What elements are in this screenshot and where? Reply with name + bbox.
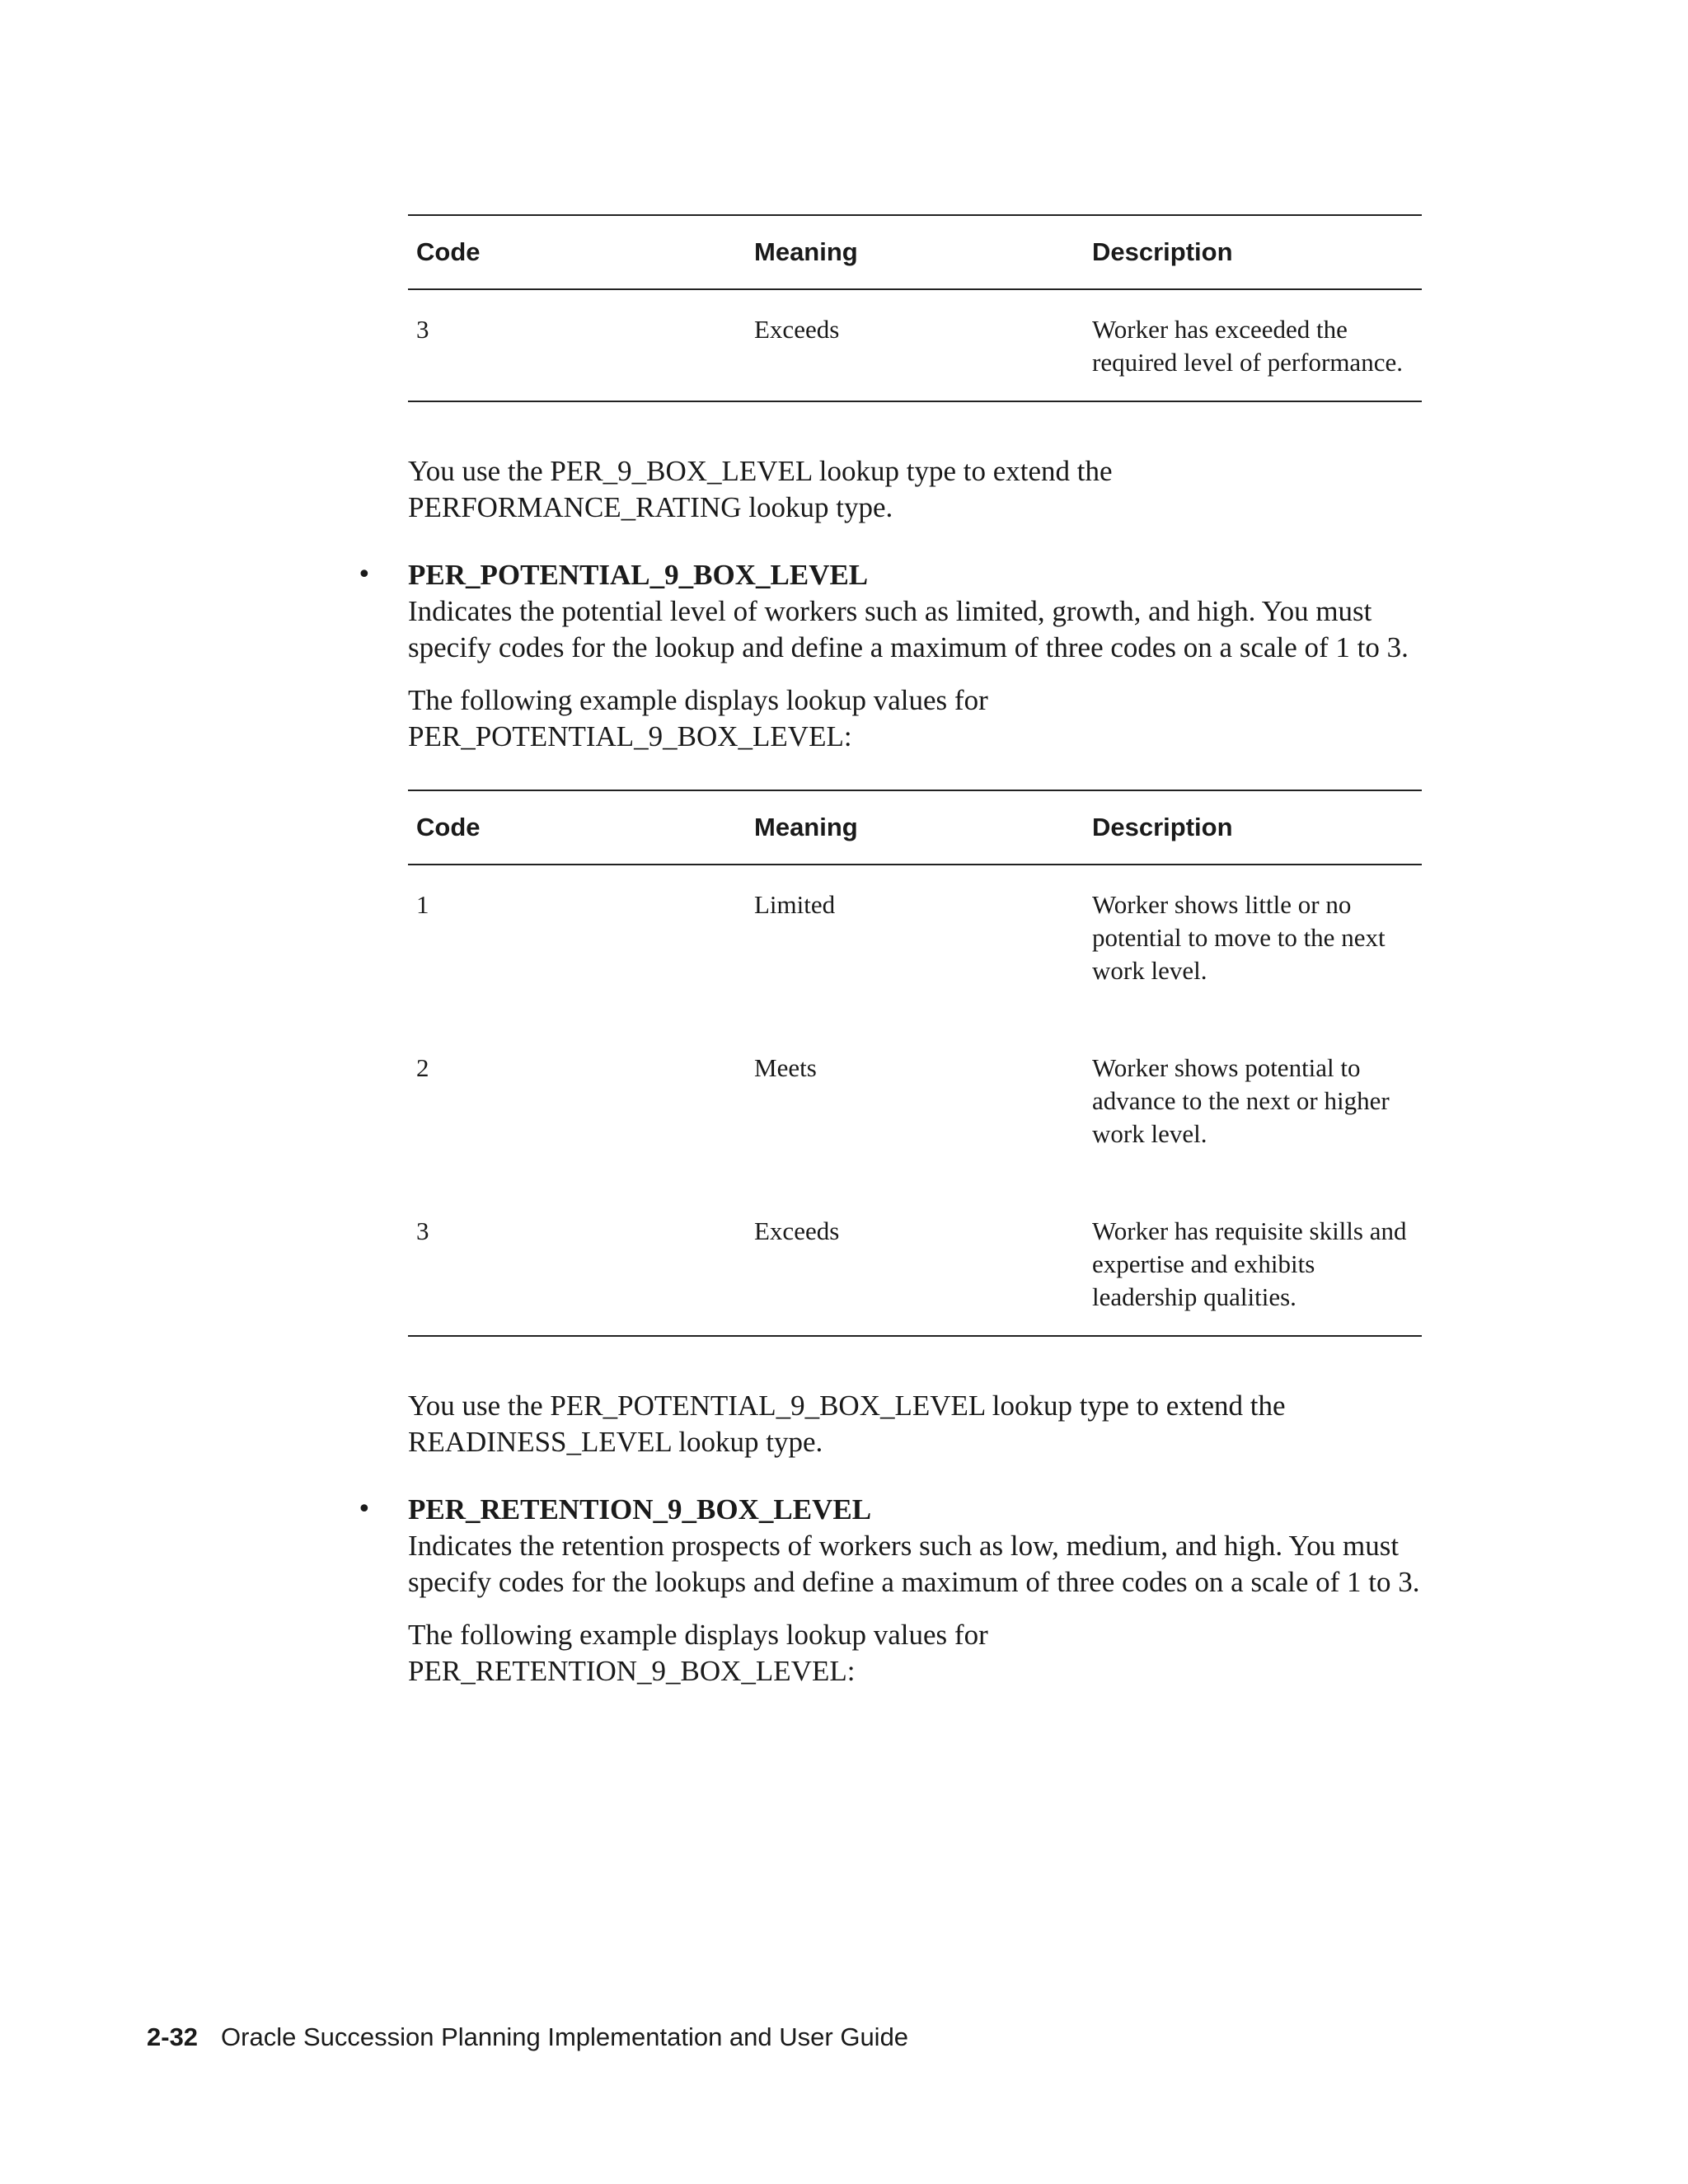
column-header-code: Code <box>416 237 481 266</box>
bullet-icon: • <box>357 1495 372 1524</box>
bullet-description: Indicates the retention prospects of workers such as low, medium, and high. You must specify codes for the lookups and define a maximum of three codes on a scale of 1 to 3. <box>408 1530 1420 1598</box>
column-header-code: Code <box>416 813 481 841</box>
page-footer <box>147 2021 908 2054</box>
bullet-icon: • <box>357 560 372 589</box>
table-row <box>408 865 1422 1029</box>
cell-meaning: Limited <box>754 890 836 919</box>
column-header-meaning: Meaning <box>754 237 858 266</box>
cell-meaning: Meets <box>754 1053 817 1082</box>
column-header-description: Description <box>1092 237 1233 266</box>
lookup-table-potential <box>408 790 1422 1337</box>
paragraph-extend-readiness-level: You use the PER_POTENTIAL_9_BOX_LEVEL lookup type to extend the READINESS_LEVEL lookup type. <box>408 1390 1286 1458</box>
cell-description: Worker shows potential to advance to the next or higher work level. <box>1092 1053 1390 1148</box>
paragraph-extend-performance-rating: You use the PER_9_BOX_LEVEL lookup type to extend the PERFORMANCE_RATING lookup type. <box>408 455 1113 523</box>
table-header-row <box>408 215 1422 289</box>
table-header-row <box>408 790 1422 865</box>
lookup-table-performance <box>408 214 1422 402</box>
column-header-meaning: Meaning <box>754 813 858 841</box>
cell-description: Worker has exceeded the required level of performance. <box>1084 289 1422 401</box>
bullet-heading: PER_RETENTION_9_BOX_LEVEL <box>408 1493 872 1526</box>
cell-meaning: Exceeds <box>746 289 1084 401</box>
cell-code: 3 <box>408 1192 746 1336</box>
table-row <box>408 289 1422 401</box>
example-intro: The following example displays lookup values for PER_POTENTIAL_9_BOX_LEVEL: <box>408 684 988 752</box>
guide-title: Oracle Succession Planning Implementation and User Guide <box>221 2022 909 2051</box>
cell-description: Worker shows little or no potential to move to the next work level. <box>1092 890 1386 985</box>
example-intro: The following example displays lookup values for PER_RETENTION_9_BOX_LEVEL: <box>408 1619 988 1687</box>
bullet-item-retention <box>357 1492 1422 1690</box>
table-row <box>408 1029 1422 1192</box>
table-row <box>408 1192 1422 1336</box>
bullet-description: Indicates the potential level of workers such as limited, growth, and high. You must specify codes for the lookup and define a maximum of three codes on a scale of 1 to 3. <box>408 595 1409 663</box>
cell-code: 1 <box>416 890 429 919</box>
page-number: 2-32 <box>147 2022 199 2051</box>
column-header-description: Description <box>1092 813 1233 841</box>
bullet-item-potential <box>357 557 1422 755</box>
cell-meaning: Exceeds <box>746 1192 1084 1336</box>
cell-description: Worker has requisite skills and expertise and exhibits leadership qualities. <box>1084 1192 1422 1336</box>
cell-code: 2 <box>416 1053 429 1082</box>
bullet-heading: PER_POTENTIAL_9_BOX_LEVEL <box>408 559 869 591</box>
cell-code: 3 <box>408 289 746 401</box>
page-content <box>357 214 1422 1690</box>
